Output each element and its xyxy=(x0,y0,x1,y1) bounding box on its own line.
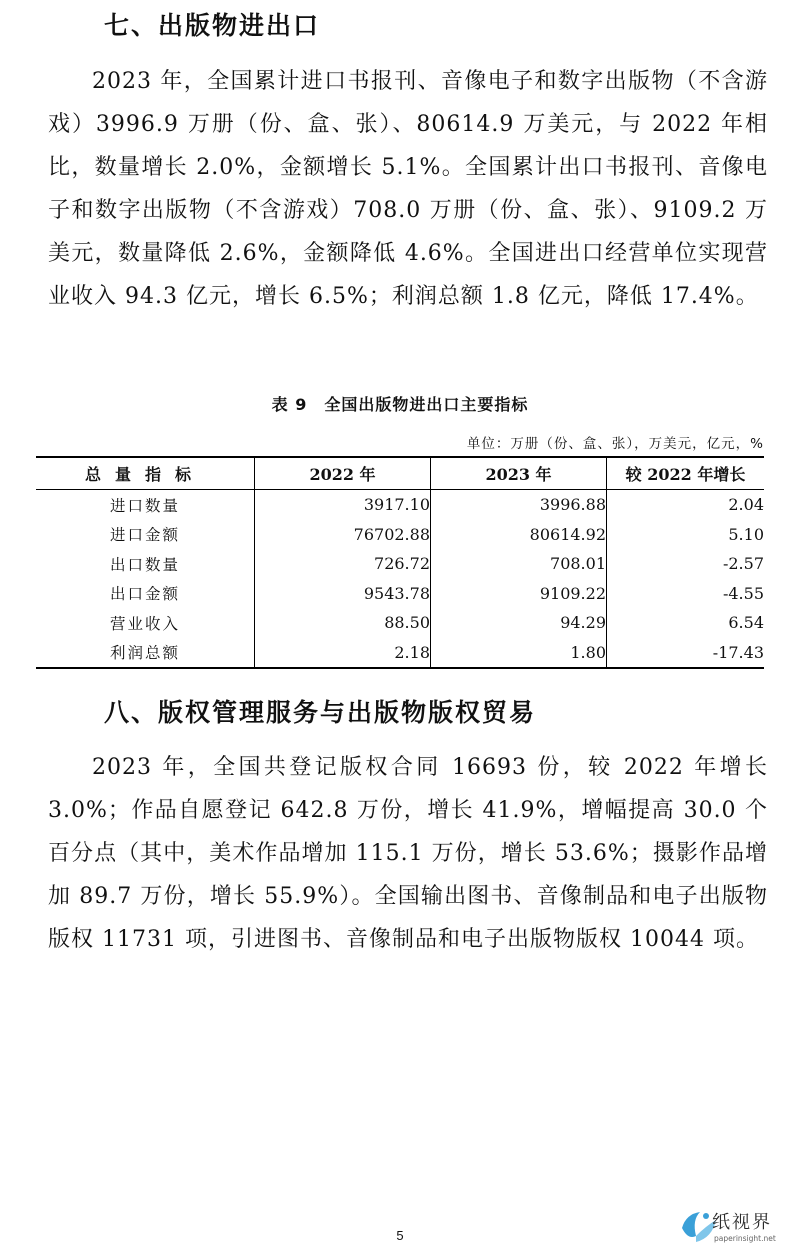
header-indicator: 总量指标 xyxy=(36,457,255,490)
cell-indicator: 出口金额 xyxy=(109,585,180,604)
header-growth: 较 2022 年增长 xyxy=(607,457,765,490)
cell-growth: 5.10 xyxy=(607,520,765,550)
table-unit-note: 单位：万册（份、盒、张），万美元，亿元，% xyxy=(466,436,764,452)
cell-indicator: 进口金额 xyxy=(109,526,180,545)
watermark-name: 纸视界 xyxy=(712,1212,772,1233)
section-7-heading: 七、出版物进出口 xyxy=(104,11,321,40)
cell-growth: -17.43 xyxy=(607,638,765,669)
cell-indicator: 出口数量 xyxy=(109,555,180,574)
cell-2023: 1.80 xyxy=(431,638,607,669)
watermark xyxy=(676,1206,786,1250)
section-8-heading: 八、版权管理服务与出版物版权贸易 xyxy=(104,698,537,727)
section-7-paragraph: 2023 年，全国累计进口书报刊、音像电子和数字出版物（不含游戏）3996.9 万册（份、盒、张）、80614.9 万美元，与 2022 年相比，数量增长 2.0%，金额增长 5.1%。全国累计出口书报刊、音像电子和数字出版物（不含游戏）708.0 万册（份、盒、张）、9109.2 万美元，数量降低 2.6%，金额降低 4.6%。全国进出口经营单位实现营业收入 94.3 亿元，增长 6.5%；利润总额 1.8 亿元，降低 17.4%。 xyxy=(48,69,768,309)
table-row xyxy=(36,490,764,520)
table-row xyxy=(36,549,764,579)
cell-2023: 3996.88 xyxy=(431,490,607,520)
table-row xyxy=(36,520,764,550)
watermark-url: paperinsight.net xyxy=(714,1234,776,1243)
cell-2023: 80614.92 xyxy=(431,520,607,550)
cell-2022: 3917.10 xyxy=(255,490,431,520)
cell-growth: -2.57 xyxy=(607,549,765,579)
cell-2022: 2.18 xyxy=(255,638,431,669)
cell-2022: 88.50 xyxy=(255,608,431,638)
cell-2022: 76702.88 xyxy=(255,520,431,550)
cell-indicator: 营业收入 xyxy=(109,614,180,633)
header-2022: 2022 年 xyxy=(255,457,431,490)
cell-2022: 726.72 xyxy=(255,549,431,579)
table-header-row xyxy=(36,457,764,490)
page-number: 5 xyxy=(396,1228,404,1243)
cell-2023: 94.29 xyxy=(431,608,607,638)
cell-growth: 2.04 xyxy=(607,490,765,520)
cell-indicator: 进口数量 xyxy=(109,496,180,515)
cell-growth: 6.54 xyxy=(607,608,765,638)
table-row xyxy=(36,579,764,609)
table-caption: 表 9 全国出版物进出口主要指标 xyxy=(271,395,529,414)
cell-2022: 9543.78 xyxy=(255,579,431,609)
cell-indicator: 利润总额 xyxy=(109,644,180,663)
cell-2023: 9109.22 xyxy=(431,579,607,609)
table-body xyxy=(36,490,764,669)
header-2023: 2023 年 xyxy=(431,457,607,490)
table-row xyxy=(36,608,764,638)
cell-growth: -4.55 xyxy=(607,579,765,609)
section-8-paragraph: 2023 年，全国共登记版权合同 16693 份，较 2022 年增长 3.0%；作品自愿登记 642.8 万份，增长 41.9%，增幅提高 30.0 个百分点（其中，美术作品增加 115.1 万份，增长 53.6%；摄影作品增加 89.7 万份，增长 55.9%）。全国输出图书、音像制品和电子出版物版权 11731 项，引进图书、音像制品和电子出版物版权 10044 项。 xyxy=(48,755,768,952)
cell-2023: 708.01 xyxy=(431,549,607,579)
indicators-table xyxy=(36,456,764,669)
table-row xyxy=(36,638,764,669)
